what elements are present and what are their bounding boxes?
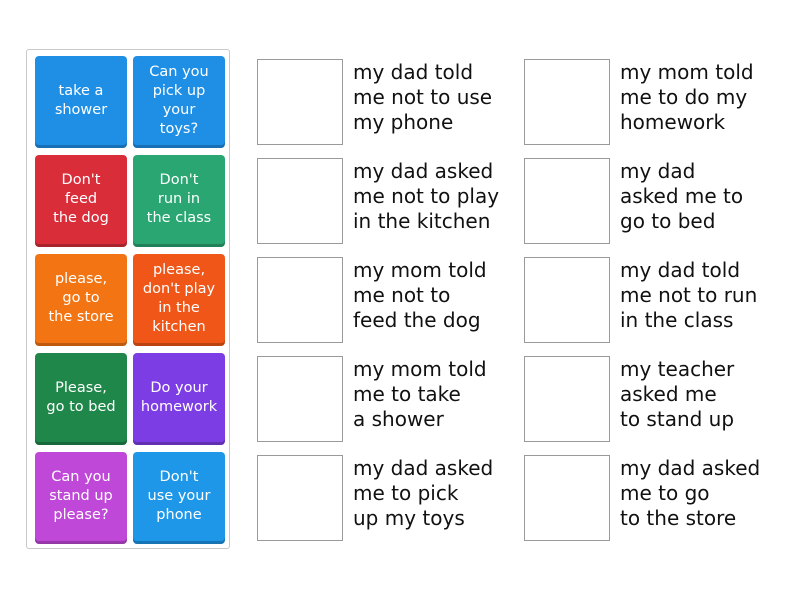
prompt-line: me not to run (620, 283, 758, 307)
prompt-line: my dad asked (353, 456, 494, 480)
drop-target-box[interactable] (257, 257, 343, 343)
prompt-text (620, 357, 790, 432)
prompt-line: me not to use (353, 85, 493, 109)
prompt-line: to the store (620, 506, 737, 530)
answer-tile-text (141, 379, 217, 417)
prompt-text (353, 159, 523, 234)
prompt-line: me to do my (620, 85, 748, 109)
prompt-line: feed the dog (353, 308, 481, 332)
answer-tile-text (149, 63, 208, 139)
answer-tile[interactable] (35, 353, 127, 445)
prompt-line: me to take (353, 382, 461, 406)
answer-tile-line: take a (58, 82, 104, 99)
prompt-text (620, 60, 790, 135)
prompt-line: me not to (353, 283, 451, 307)
answer-tile-line: Can you (149, 63, 209, 80)
answer-tile-line: in the (158, 299, 200, 316)
answer-tile-line: the store (48, 309, 114, 325)
prompt-text (620, 456, 790, 531)
answer-tile-text (49, 468, 113, 525)
answer-tile-line: Don't (159, 172, 199, 188)
answer-tile[interactable] (133, 254, 225, 346)
prompt-text (353, 60, 523, 135)
answer-tile-text (148, 468, 211, 525)
answer-tile[interactable] (35, 452, 127, 544)
answer-tile-line: Can you (51, 469, 111, 485)
answer-tile-text (147, 171, 211, 228)
prompt-line: me to pick (353, 481, 459, 505)
drop-target-box[interactable] (524, 158, 610, 244)
answer-tile-line: pick up (152, 82, 206, 99)
prompt-line: my mom told (353, 258, 487, 282)
drop-target-box[interactable] (524, 455, 610, 541)
answer-tile-text (53, 171, 109, 228)
answer-tile[interactable] (133, 353, 225, 445)
prompt-text (353, 456, 523, 531)
prompt-line: a shower (353, 407, 444, 431)
answer-tile-text (48, 270, 113, 327)
prompt-text (620, 258, 790, 333)
answer-tile-line: use your (147, 488, 211, 504)
prompt-line: in the kitchen (353, 209, 491, 233)
answer-tile[interactable] (35, 155, 127, 247)
answer-tile-line: your (162, 101, 196, 118)
answer-tile-text (46, 379, 115, 417)
answer-tile-line: please? (53, 507, 109, 523)
answer-tile-line: stand up (49, 488, 113, 504)
drop-target-box[interactable] (257, 455, 343, 541)
answer-tile-line: Don't (159, 469, 199, 485)
answer-tile-line: shower (54, 101, 108, 118)
answer-tile-line: run in (157, 191, 201, 207)
answer-tile-line: phone (156, 507, 202, 523)
prompt-line: my dad told (353, 60, 474, 84)
prompt-text (353, 357, 523, 432)
answer-tile[interactable] (35, 254, 127, 346)
prompt-line: asked me (620, 382, 717, 406)
answer-tile-line: homework (140, 398, 218, 415)
drop-target-box[interactable] (524, 257, 610, 343)
answer-tile-line: the class (146, 210, 212, 226)
prompt-line: my dad told (620, 258, 741, 282)
answer-tile-line: Do your (150, 379, 208, 396)
answer-tile-text (143, 261, 215, 337)
prompt-line: to stand up (620, 407, 735, 431)
answer-tile-line: feed (64, 191, 98, 207)
answer-tile-line: please, (54, 271, 108, 287)
drop-target-box[interactable] (524, 59, 610, 145)
prompt-line: my dad (620, 159, 696, 183)
prompt-line: my mom told (620, 60, 754, 84)
prompt-line: up my toys (353, 506, 465, 530)
answer-tile[interactable] (133, 452, 225, 544)
answer-tile-text (55, 82, 107, 120)
prompt-line: in the class (620, 308, 734, 332)
answer-tile-line: kitchen (152, 318, 206, 335)
answer-tile-line: Please, (55, 379, 107, 396)
prompt-line: homework (620, 110, 726, 134)
drop-target-box[interactable] (524, 356, 610, 442)
answer-tile[interactable] (133, 56, 225, 148)
prompt-line: me to go (620, 481, 710, 505)
prompt-line: my mom told (353, 357, 487, 381)
answer-tile[interactable] (35, 56, 127, 148)
answer-tile-panel (26, 49, 230, 549)
answer-tile-line: go to (62, 290, 100, 306)
prompt-text (353, 258, 523, 333)
answer-tile-line: toys? (159, 120, 199, 137)
answer-tile-line: please, (152, 261, 206, 278)
prompt-text (620, 159, 790, 234)
prompt-line: my phone (353, 110, 454, 134)
prompt-line: my dad asked (620, 456, 761, 480)
prompt-line: go to bed (620, 209, 716, 233)
drop-target-box[interactable] (257, 59, 343, 145)
answer-tile-line: don't play (142, 280, 216, 297)
answer-tile-line: go to bed (46, 398, 116, 415)
prompt-line: asked me to (620, 184, 744, 208)
prompt-line: my teacher (620, 357, 735, 381)
prompt-line: my dad asked (353, 159, 494, 183)
answer-tile-line: the dog (53, 210, 109, 226)
answer-tile[interactable] (133, 155, 225, 247)
drop-target-box[interactable] (257, 158, 343, 244)
answer-tile-line: Don't (61, 172, 101, 188)
drop-target-box[interactable] (257, 356, 343, 442)
prompt-line: me not to play (353, 184, 500, 208)
